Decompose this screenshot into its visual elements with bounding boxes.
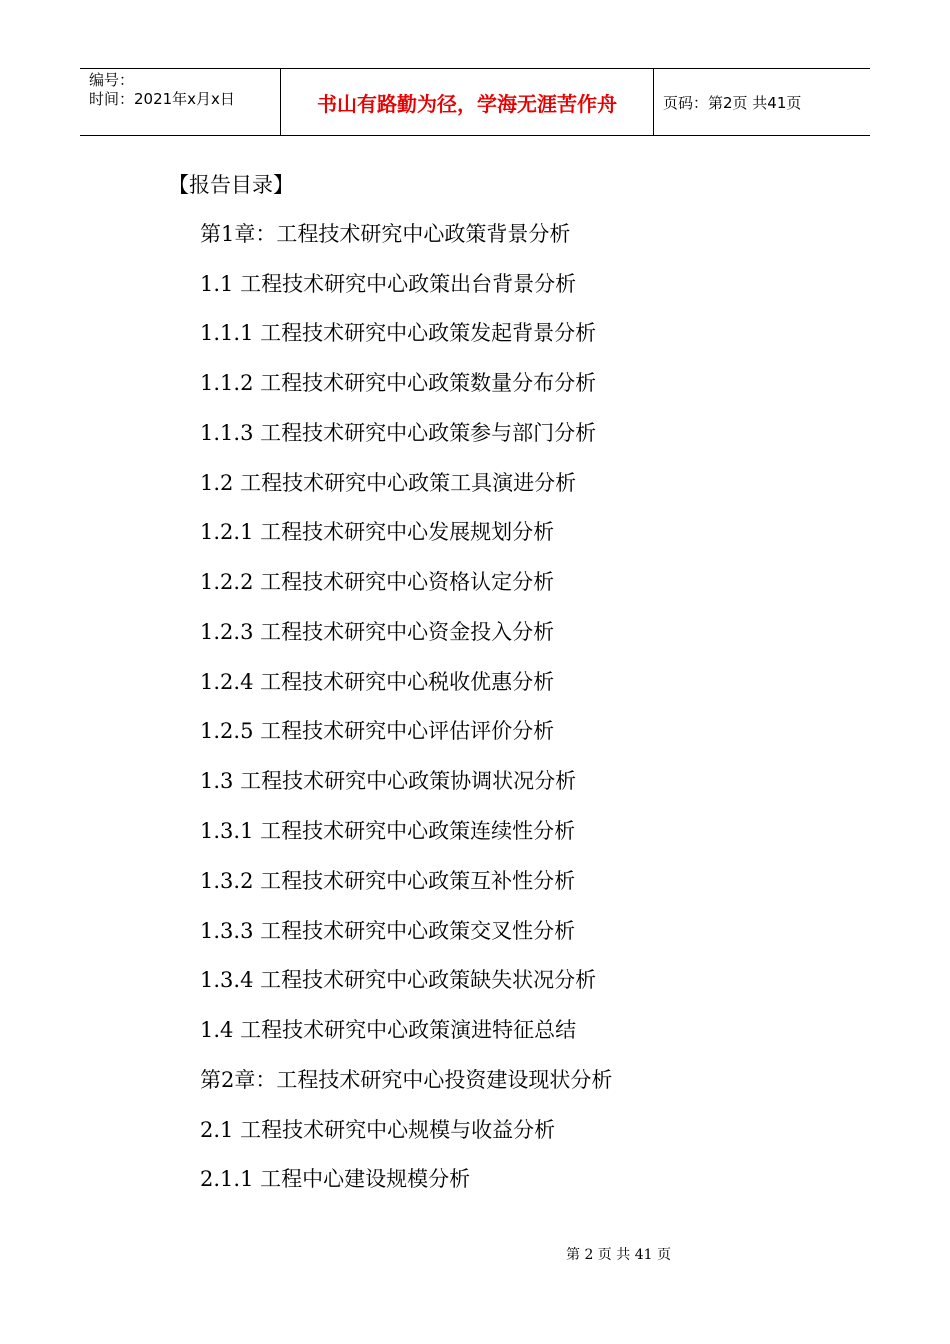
footer-page-number: 第 2 页 共 41 页 [566, 1247, 671, 1263]
toc-item: 1.2.2 工程技术研究中心资格认定分析 [200, 570, 555, 594]
toc-item: 1.3.4 工程技术研究中心政策缺失状况分析 [200, 968, 597, 992]
toc-item: 1.3.3 工程技术研究中心政策交叉性分析 [200, 919, 576, 943]
motto-text: 书山有路勤为径，学海无涯苦作舟 [317, 91, 617, 116]
toc-item: 2.1.1 工程中心建设规模分析 [200, 1167, 471, 1191]
toc-item: 1.2 工程技术研究中心政策工具演进分析 [200, 471, 577, 495]
header-meta-cell [80, 69, 281, 135]
toc-item: 1.1 工程技术研究中心政策出台背景分析 [200, 272, 577, 296]
page-info: 页码：第2页 共41页 [663, 93, 802, 112]
toc-item: 1.1.2 工程技术研究中心政策数量分布分析 [200, 371, 597, 395]
document-header [80, 68, 870, 136]
toc-item: 1.2.5 工程技术研究中心评估评价分析 [200, 719, 555, 743]
time-label: 时间：2021年x月x日 [89, 90, 235, 108]
toc-item: 第1章：工程技术研究中心政策背景分析 [200, 222, 571, 246]
number-label: 编号： [89, 71, 135, 89]
toc-item: 第2章：工程技术研究中心投资建设现状分析 [200, 1068, 613, 1092]
toc-item: 1.3.2 工程技术研究中心政策互补性分析 [200, 869, 576, 893]
toc-item: 2.1 工程技术研究中心规模与收益分析 [200, 1118, 556, 1142]
toc-item: 1.2.1 工程技术研究中心发展规划分析 [200, 520, 555, 544]
toc-item: 1.2.4 工程技术研究中心税收优惠分析 [200, 670, 555, 694]
header-page-cell [654, 69, 870, 135]
toc-item: 1.4 工程技术研究中心政策演进特征总结 [200, 1018, 577, 1042]
header-motto-cell [281, 69, 654, 135]
toc-item: 1.3.1 工程技术研究中心政策连续性分析 [200, 819, 576, 843]
toc-item: 1.3 工程技术研究中心政策协调状况分析 [200, 769, 577, 793]
toc-title: 【报告目录】 [168, 173, 294, 197]
toc-item: 1.2.3 工程技术研究中心资金投入分析 [200, 620, 555, 644]
toc-item: 1.1.1 工程技术研究中心政策发起背景分析 [200, 321, 597, 345]
toc-item: 1.1.3 工程技术研究中心政策参与部门分析 [200, 421, 597, 445]
